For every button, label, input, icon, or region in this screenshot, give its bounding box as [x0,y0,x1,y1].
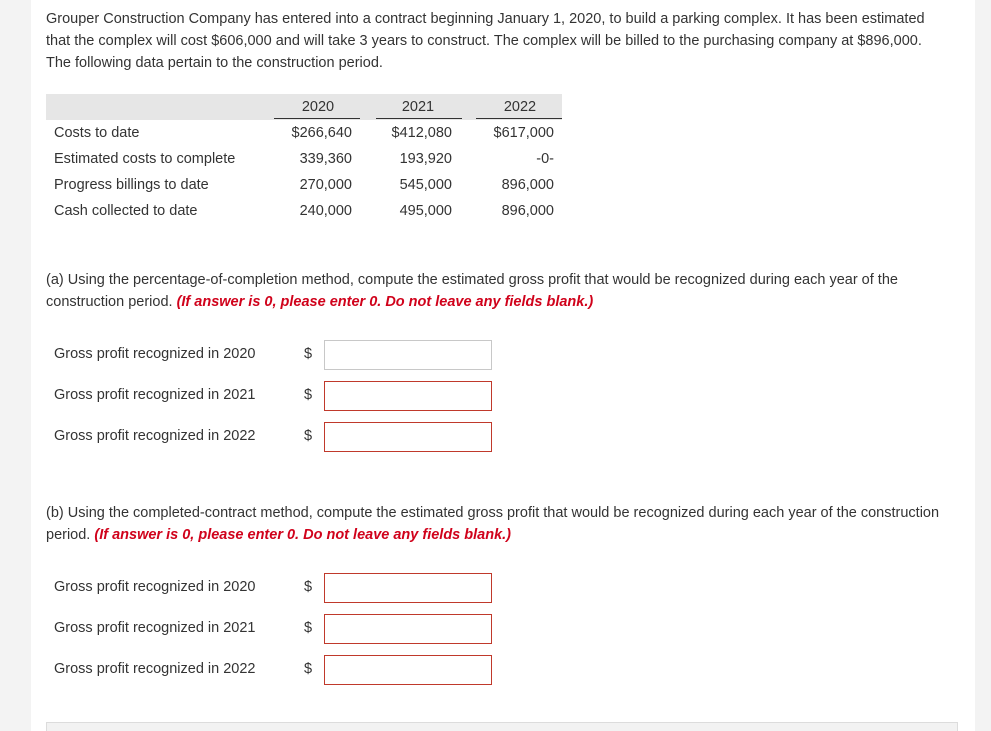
part-b-answer-2021-input[interactable] [324,614,492,644]
table-cell: $266,640 [291,125,352,141]
part-b-label-2022: Gross profit recognized in 2022 [54,661,256,677]
table-cell: 240,000 [299,203,352,219]
dollar-sign: $ [304,661,313,677]
table-cell: 193,920 [399,151,452,167]
column-header-2020: 2020 [301,99,335,115]
dollar-sign: $ [304,428,313,444]
table-cell: $412,080 [391,125,452,141]
part-b-question [46,502,946,546]
part-b-instruction-note: (If answer is 0, please enter 0. Do not leave any fields blank.) [94,527,511,543]
table-cell: 270,000 [299,177,352,193]
part-b-label-2020: Gross profit recognized in 2020 [54,579,256,595]
table-cell: 896,000 [501,177,554,193]
part-a-question-text: (a) Using the percentage-of-completion method, compute the estimated gross profit that would be recognized during each year of the construction period. [46,272,898,310]
part-b-answer-2022-input[interactable] [324,655,492,685]
table-cell: 545,000 [399,177,452,193]
row-label-progress-billings: Progress billings to date [54,177,209,193]
part-a-answer-2021-input[interactable] [324,381,492,411]
table-cell: $617,000 [493,125,554,141]
part-a-answer-2022-input[interactable] [324,422,492,452]
column-rule [376,118,462,119]
column-header-2021: 2021 [401,99,435,115]
row-label-cash-collected: Cash collected to date [54,203,198,219]
part-a-answer-2020-input[interactable] [324,340,492,370]
column-rule [274,118,360,119]
column-header-2022: 2022 [503,99,537,115]
dollar-sign: $ [304,387,313,403]
next-section-edge [46,722,958,731]
dollar-sign: $ [304,620,313,636]
part-b-label-2021: Gross profit recognized in 2021 [54,620,256,636]
part-a-question [46,269,946,313]
column-rule [476,118,562,119]
part-a-instruction-note: (If answer is 0, please enter 0. Do not leave any fields blank.) [176,294,594,310]
dollar-sign: $ [304,346,313,362]
table-cell: 495,000 [399,203,452,219]
part-a-label-2021: Gross profit recognized in 2021 [54,387,256,403]
problem-statement: Grouper Construction Company has entered into a contract beginning January 1, 2020, to build a parking complex. It has been estimated that the complex will cost $606,000 and will take 3 years to construct. The complex will be billed to the purchasing company at $896,000. The following data pertain to the construction period. [46,11,925,71]
row-label-costs-to-date: Costs to date [54,125,140,141]
part-a-label-2020: Gross profit recognized in 2020 [54,346,256,362]
table-cell: 339,360 [299,151,352,167]
table-cell: -0- [536,151,554,167]
table-cell: 896,000 [501,203,554,219]
dollar-sign: $ [304,579,313,595]
part-b-question-text: (b) Using the completed-contract method, compute the estimated gross profit that would be recognized during each year of the construction period. [46,505,940,543]
part-a-label-2022: Gross profit recognized in 2022 [54,428,256,444]
part-b-answer-2020-input[interactable] [324,573,492,603]
row-label-estimated-costs: Estimated costs to complete [54,151,236,167]
